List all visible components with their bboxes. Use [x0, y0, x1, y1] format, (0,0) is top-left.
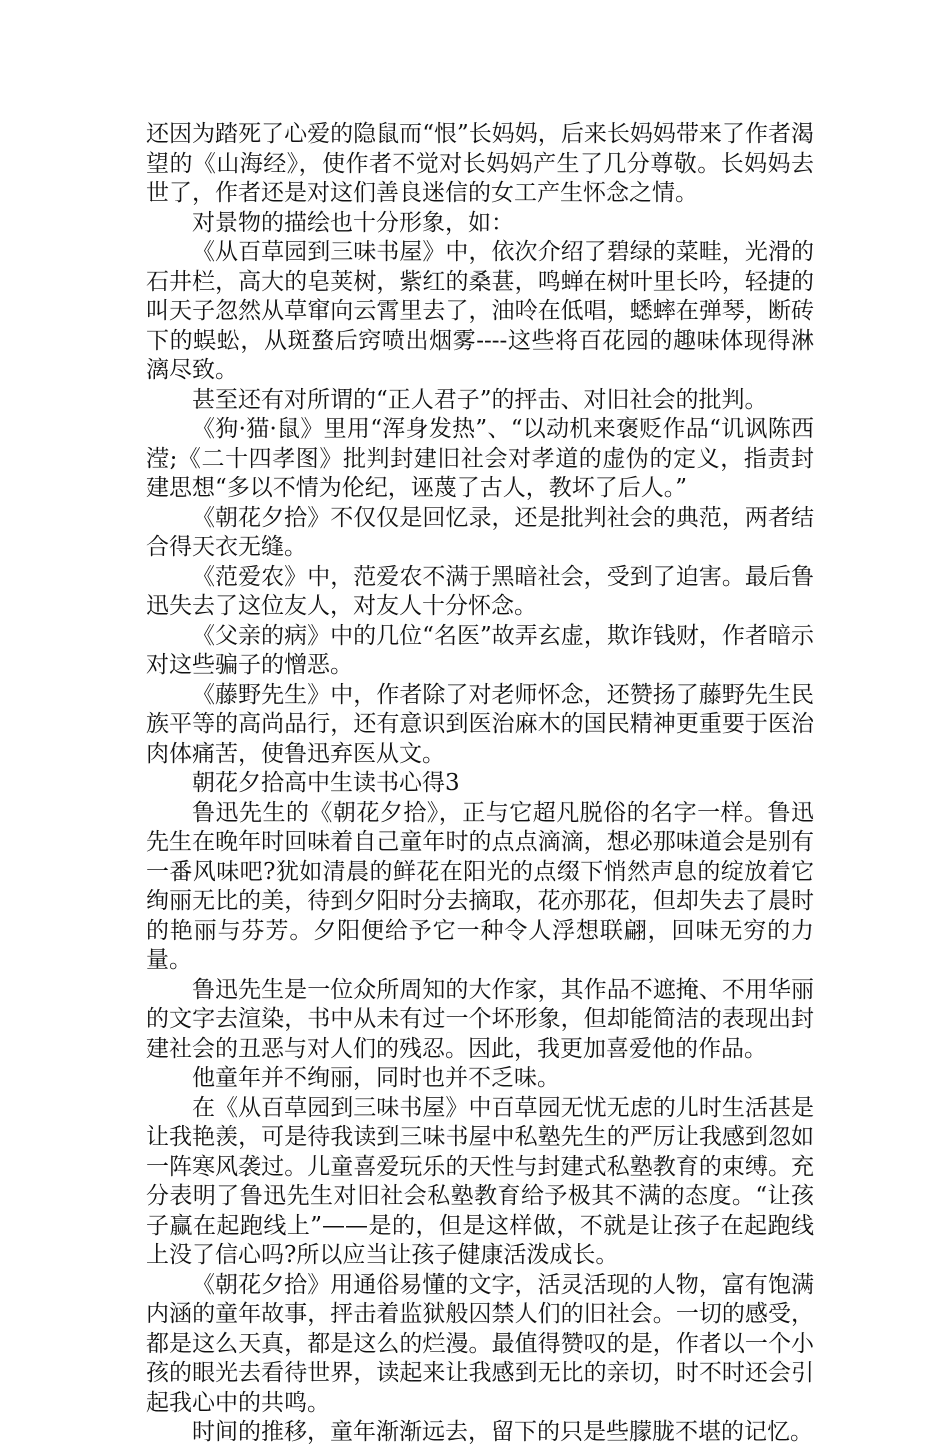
paragraph: 鲁迅先生是一位众所周知的大作家，其作品不遮掩、不用华丽的文字去渲染，书中从未有过一个坏形象，但却能简洁的表现出封建社会的丑恶与对人们的残忍。因此，我更加喜爱他的作品。	[146, 976, 814, 1062]
paragraph: 在《从百草园到三味书屋》中百草园无忧无虑的儿时生活甚是让我艳羡，可是待我读到三味书屋中私塾先生的严厉让我感到忽如一阵寒风袭过。儿童喜爱玩乐的天性与封建式私塾教育的束缚。充分表明了鲁迅先生对旧社会私塾教育给予极其不满的态度。“让孩子赢在起跑线上”——是的，但是这样做，不就是让孩子在起跑线上没了信心吗?所以应当让孩子健康活泼成长。	[146, 1094, 814, 1268]
paragraph: 《从百草园到三味书屋》中，依次介绍了碧绿的菜畦，光滑的石井栏，高大的皂荚树，紫红的桑葚，鸣蝉在树叶里长吟，轻捷的叫天子忽然从草窜向云霄里去了，油呤在低唱，蟋蟀在弹琴，断砖下的蜈蚣，从斑蝥后窍喷出烟雾----这些将百花园的趣味体现得淋漓尽致。	[146, 239, 814, 383]
section-heading: 朝花夕拾高中生读书心得3	[192, 770, 460, 796]
document-page	[146, 120, 814, 1448]
paragraph: 《朝花夕拾》不仅仅是回忆录，还是批判社会的典范，两者结合得天衣无缝。	[146, 504, 814, 560]
paragraph: 鲁迅先生的《朝花夕拾》，正与它超凡脱俗的名字一样。鲁迅先生在晚年时回味着自己童年时的点点滴滴，想必那味道会是别有一番风味吧?犹如清晨的鲜花在阳光的点缀下悄然声息的绽放着它绚丽无比的美，待到夕阳时分去摘取，花亦那花，但却失去了晨时的艳丽与芬芳。夕阳便给予它一种令人浮想联翩，回味无穷的力量。	[146, 799, 814, 973]
paragraph: 《范爱农》中，范爱农不满于黑暗社会，受到了迫害。最后鲁迅失去了这位友人，对友人十分怀念。	[146, 563, 814, 619]
paragraph: 还因为踏死了心爱的隐鼠而“恨”长妈妈，后来长妈妈带来了作者渴望的《山海经》，使作者不觉对长妈妈产生了几分尊敬。长妈妈去世了，作者还是对这们善良迷信的女工产生怀念之情。	[146, 121, 814, 206]
paragraph: 甚至还有对所谓的“正人君子”的抨击、对旧社会的批判。	[192, 386, 768, 413]
paragraph: 《狗·猫·鼠》里用“浑身发热”、“以动机来褒贬作品“讥讽陈西滢;《二十四孝图》批判封建旧社会对孝道的虚伪的定义，指责封建思想“多以不情为伦纪，诬蔑了古人，教坏了后人。”	[146, 416, 814, 501]
paragraph: 对景物的描绘也十分形象，如：	[192, 209, 514, 236]
paragraph: 时间的推移，童年渐渐远去，留下的只是些朦胧不堪的记忆。	[192, 1419, 813, 1445]
paragraph: 他童年并不绚丽，同时也并不乏味。	[192, 1065, 560, 1091]
paragraph: 《父亲的病》中的几位“名医”故弄玄虚，欺诈钱财，作者暗示对这些骗子的憎恶。	[146, 622, 814, 678]
paragraph: 《朝花夕拾》用通俗易懂的文字，活灵活现的人物，富有饱满内涵的童年故事，抨击着监狱般囚禁人们的旧社会。一切的感受，都是这么天真，都是这么的烂漫。最值得赞叹的是，作者以一个小孩的眼光去看待世界，读起来让我感到无比的亲切，时不时还会引起我心中的共鸣。	[146, 1271, 814, 1416]
paragraph: 《藤野先生》中，作者除了对老师怀念，还赞扬了藤野先生民族平等的高尚品行，还有意识到医治麻木的国民精神更重要于医治肉体痛苦，使鲁迅弃医从文。	[146, 681, 814, 767]
